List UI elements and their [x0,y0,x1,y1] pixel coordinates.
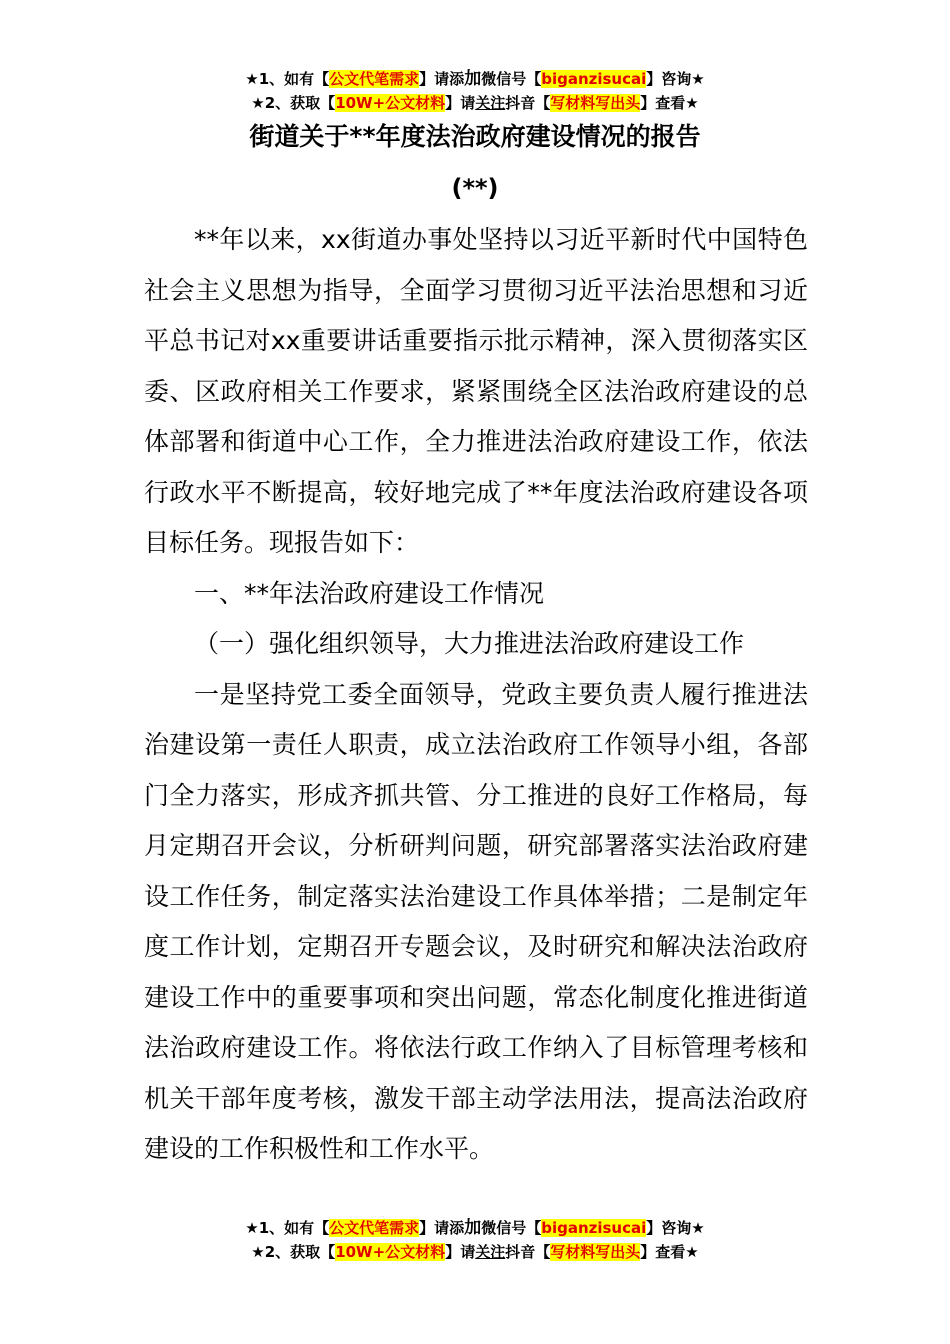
promo-text: 】请 [445,94,476,112]
document-body [144,215,808,1175]
promo-text: ★1、如有【 [245,1219,330,1237]
promo-highlight: 10W+公文材料 [335,1243,446,1261]
promo-highlight: 写材料写出头 [550,1243,641,1261]
promo-text: 关注 [475,1243,506,1261]
promo-footer [0,1216,950,1264]
promo-text: 加 [464,69,482,89]
document-title: 街道关于**年度法治政府建设情况的报告 [249,122,701,151]
promo-text: 微信号【 [481,1219,542,1237]
paragraph-intro: **年以来，xx街道办事处坚持以习近平新时代中国特色社会主义思想为指导，全面学习贯彻习近平法治思想和习近平总书记对xx重要讲话重要指示批示精神，深入贯彻落实区委、区政府相关工作要求，紧紧围绕全区法治政府建设的总体部署和街道中心工作，全力推进法治政府建设工作，依法行政水平不断提高，较好地完成了**年度法治政府建设各项目标任务。现报告如下： [144,225,808,557]
promo-line-2 [0,91,950,115]
promo-text: ★2、获取【 [251,94,336,112]
promo-highlight: biganzisucai [541,70,647,88]
promo-highlight: biganzisucai [541,1219,647,1237]
promo-text: 抖音【 [505,94,551,112]
promo-text: 关注 [475,94,506,112]
promo-text: 】请 [445,1243,476,1261]
promo-text: 】查看★ [640,1243,699,1261]
promo-text: 】咨询★ [646,70,705,88]
promo-text: ★2、获取【 [251,1243,336,1261]
promo-highlight: 公文代笔需求 [329,1219,420,1237]
promo-text: 】请添 [419,70,465,88]
promo-text: 】咨询★ [646,1219,705,1237]
promo-text: 微信号【 [481,70,542,88]
section-heading: 一、**年法治政府建设工作情况 [194,578,545,608]
promo-text: 抖音【 [505,1243,551,1261]
promo-highlight: 公文代笔需求 [329,70,420,88]
document-subtitle: (**) [451,174,499,202]
promo-line-2 [0,1240,950,1264]
promo-text: 】请添 [419,1219,465,1237]
promo-header [0,67,950,115]
promo-line-1 [0,1216,950,1240]
promo-text: 加 [464,1218,482,1238]
promo-highlight: 写材料写出头 [550,94,641,112]
promo-text: 】查看★ [640,94,699,112]
promo-text: ★1、如有【 [245,70,330,88]
promo-line-1 [0,67,950,91]
subsection-heading: （一）强化组织领导，大力推进法治政府建设工作 [194,629,745,658]
paragraph-body: 一是坚持党工委全面领导，党政主要负责人履行推进法治建设第一责任人职责，成立法治政府工作领导小组，各部门全力落实，形成齐抓共管、分工推进的良好工作格局，每月定期召开会议，分析研判问题，研究部署落实法治政府建设工作任务，制定落实法治建设工作具体举措；二是制定年度工作计划，定期召开专题会议，及时研究和解决法治政府建设工作中的重要事项和突出问题，常态化制度化推进街道法治政府建设工作。将依法行政工作纳入了目标管理考核和机关干部年度考核，激发干部主动学法用法，提高法治政府建设的工作积极性和工作水平。 [144,679,808,1163]
promo-highlight: 10W+公文材料 [335,94,446,112]
